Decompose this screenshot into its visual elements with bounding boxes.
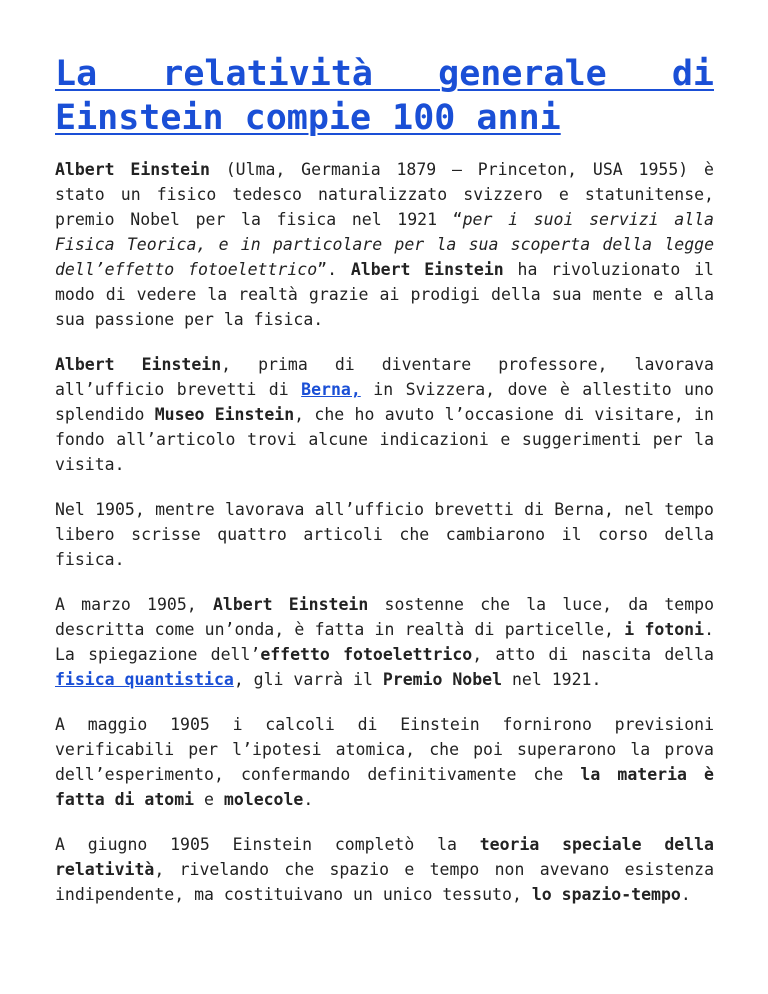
- fisica-quantistica-link[interactable]: fisica quantistica: [55, 670, 234, 689]
- paragraph-intro: Albert Einstein (Ulma, Germania 1879 – Princeton, USA 1955) è stato un fisico tedesco naturalizzato svizzero e statunitense, premio Nobel per la fisica nel 1921 “per i suoi servizi alla Fisica Teorica, e in particolare per la sua scoperta della legge dell’effetto fotoelettrico”. Albert Einstein ha rivoluzionato il modo di vedere la realtà grazie ai prodigi della sua mente e alla sua passione per la fisica.: [55, 160, 714, 329]
- paragraph-maggio: A maggio 1905 i calcoli di Einstein fornirono previsioni verificabili per l’ipotesi atomica, che poi superarono la prova dell’esperimento, confermando definitivamente che la materia è fatta di atomi e molecole.: [55, 715, 714, 809]
- bold-text: Albert Einstein: [55, 355, 222, 374]
- bold-text: i fotoni: [624, 620, 705, 639]
- article: [55, 0, 714, 907]
- bold-text: Albert Einstein: [55, 160, 210, 179]
- bold-text: molecole: [223, 790, 304, 809]
- bold-text: effetto fotoelettrico: [260, 645, 473, 664]
- bold-text: teoria speciale della relatività: [55, 835, 714, 879]
- article-title: [55, 52, 714, 140]
- bold-text: Albert Einstein: [212, 595, 369, 614]
- bold-text: la materia è fatta di atomi: [55, 765, 714, 809]
- article-title-link[interactable]: La relatività generale di Einstein compie 100 anni: [55, 54, 714, 138]
- bold-text: Albert Einstein: [350, 260, 504, 279]
- paragraph-1905: Nel 1905, mentre lavorava all’ufficio brevetti di Berna, nel tempo libero scrisse quattro articoli che cambiarono il corso della fisica.: [55, 500, 714, 569]
- bold-text: Premio Nobel: [382, 670, 503, 689]
- paragraph-marzo: A marzo 1905, Albert Einstein sostenne che la luce, da tempo descritta come un’onda, è fatta in realtà di particelle, i fotoni. La spiegazione dell’effetto fotoelettrico, atto di nascita della fisica quantistica, gli varrà il Premio Nobel nel 1921.: [55, 595, 715, 689]
- italic-quote: per i suoi servizi alla Fisica Teorica, e in particolare per la sua scoperta della legge dell’effetto fotoelettrico: [55, 210, 714, 279]
- berna-link[interactable]: Berna,: [301, 380, 361, 399]
- paragraph-berna: Albert Einstein, prima di diventare professore, lavorava all’ufficio brevetti di Berna, in Svizzera, dove è allestito uno splendido Museo Einstein, che ho avuto l’occasione di visitare, in fondo all’articolo trovi alcune indicazioni e suggerimenti per la visita.: [55, 355, 714, 474]
- bold-text: lo spazio-tempo: [531, 885, 681, 904]
- bold-text: Museo Einstein: [154, 405, 295, 424]
- paragraph-giugno: A giugno 1905 Einstein completò la teoria speciale della relatività, rivelando che spazio e tempo non avevano esistenza indipendente, ma costituivano un unico tessuto, lo spazio-tempo.: [55, 835, 714, 904]
